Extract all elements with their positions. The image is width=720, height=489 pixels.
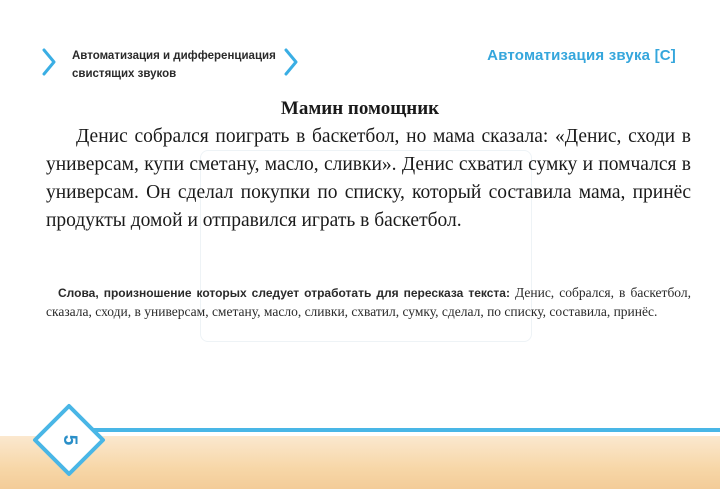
page-header: [0, 40, 720, 90]
pronunciation-note: [46, 284, 691, 320]
story-paragraph: Денис собрался поиграть в баскетбол, но мама сказала: «Денис, сходи в универсам, купи сметану, масло, сливки». Денис схватил сумку и помчался в универсам. Он сделал покупки по списку, который составила мама, принёс продукты домой и отправился играть в баскетбол.: [46, 126, 691, 231]
section-title: [72, 47, 282, 83]
note-label: Слова, произношение которых следует отработать для пересказа текста:: [58, 286, 510, 300]
topic-title: Автоматизация звука [С]: [487, 47, 676, 64]
chevron-right-icon: [284, 48, 298, 76]
chevron-right-icon: [42, 48, 56, 76]
footer-divider: [84, 428, 720, 432]
footer-band: [0, 436, 720, 489]
note-words: Денис, собрался, в баскетбол, сказала, сходи, в универсам, сметану, масло, сливки, схватил, сумку, сделал, по списку, составила, принёс.: [46, 285, 691, 319]
section-title-line2: свистящих звуков: [72, 68, 177, 80]
story-title: Мамин помощник: [280, 98, 440, 119]
page-number: 5: [59, 434, 80, 446]
section-title-line1: Автоматизация и дифференциация: [72, 50, 276, 62]
page-number-badge: [32, 403, 106, 477]
story-text: [46, 123, 691, 235]
